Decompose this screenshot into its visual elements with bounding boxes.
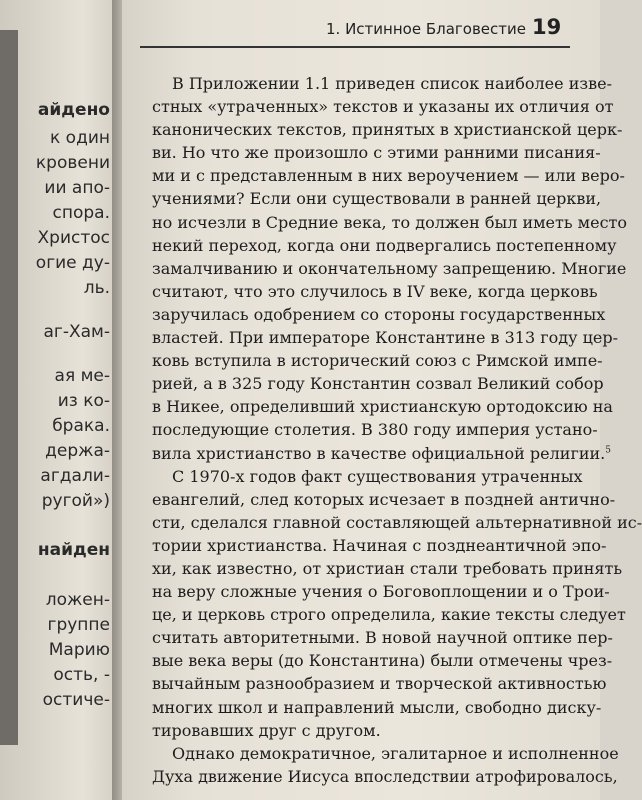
body-line: [152, 326, 618, 349]
body-line: [152, 257, 627, 280]
body-line-text: евангелий, след которых исчезает в поздней антично-: [152, 489, 616, 509]
left-page-line: аг-Хам-: [43, 322, 110, 342]
left-page-line: айдено: [37, 100, 110, 120]
left-page-line: кровени: [35, 153, 110, 173]
body-line-text: ми и с представленным в них вероучением — или веро-: [152, 166, 625, 186]
left-page-line: Марию: [48, 640, 110, 660]
body-line-text: некий переход, когда они подвергались постепенному: [152, 235, 617, 255]
body-line-text: вые века веры (до Константина) были отмечены чрез-: [152, 651, 613, 671]
body-line-text: це, и церковь строго определила, какие тексты следует: [152, 605, 626, 625]
left-page-line: ость, -: [53, 665, 110, 685]
left-page-line: ложен-: [45, 590, 110, 610]
body-line: [152, 719, 582, 742]
body-line: [152, 164, 625, 187]
footnote-marker: 5: [605, 445, 611, 456]
body-line: [152, 603, 626, 626]
left-page-line: спора.: [52, 203, 110, 223]
body-line-text: вила христианство в качестве официальной религии.: [152, 443, 606, 463]
body-line-text: тории христианства. Начиная с позднеантичной эпо-: [152, 535, 607, 555]
body-line: [152, 372, 604, 395]
body-line: [152, 280, 598, 303]
body-line-text: Духа движение Иисуса впоследствии атрофировалось,: [152, 766, 618, 786]
body-line: [152, 557, 623, 580]
body-line: [152, 141, 601, 164]
body-line: [152, 672, 607, 695]
left-page-line: группе: [47, 615, 110, 635]
body-line-text: рией, а в 325 году Константин созвал Великий собор: [152, 374, 604, 394]
body-line: [152, 303, 606, 326]
body-line: [152, 626, 613, 649]
body-line-text: замалчиванию и окончательному запрещению. Многие: [152, 258, 627, 278]
body-line-text: ковь вступила в исторический союз с Римской импе-: [152, 351, 603, 371]
body-line-text: в Никее, определивший христианскую ортодоксию на: [152, 397, 613, 417]
left-page-line: найден: [37, 540, 110, 560]
left-page-line: огие ду-: [35, 253, 110, 273]
body-line-text: Однако демократичное, эгалитарное и исполненное: [172, 743, 619, 763]
left-page-line: ая ме-: [54, 366, 110, 386]
body-line-text: учениями? Если они существовали в ранней церкви,: [152, 189, 602, 209]
body-line-text: считать авторитетными. В новой научной оптике пер-: [152, 628, 613, 648]
body-line: [152, 742, 619, 765]
body-line: [152, 765, 618, 788]
body-line: [152, 442, 611, 465]
left-page-line: к один: [50, 128, 110, 148]
body-line: [152, 211, 628, 234]
body-line-text: В Приложении 1.1 приведен список наиболее изве-: [172, 74, 612, 93]
left-page-line: агдали-: [40, 466, 110, 486]
body-line-text: но исчезли в Средние века, то должен был иметь место: [152, 212, 628, 232]
body-line: [152, 696, 602, 719]
body-line: [152, 580, 610, 603]
left-page-line: ругой»): [41, 491, 110, 511]
body-line-text: С 1970-х годов факт существования утраченных: [172, 466, 583, 486]
left-page-line: Христос: [37, 228, 110, 248]
body-line-text: сти, сделался главной составляющей альтернативной ис-: [152, 512, 642, 532]
body-line: [152, 488, 616, 511]
body-line-text: заручилась одобрением со стороны государственных: [152, 304, 606, 324]
body-line: [152, 118, 623, 141]
header-rule: [140, 46, 570, 48]
running-head: 1. Истинное Благовестие: [326, 20, 526, 38]
right-page: [122, 0, 642, 800]
body-line-text: стных «утраченных» текстов и указаны их отличия от: [152, 97, 614, 117]
body-line-text: многих школ и направлений мысли, свободно диску-: [152, 697, 602, 717]
left-page-line: ии апо-: [44, 178, 110, 198]
body-line: [152, 418, 598, 441]
left-page-line: ль.: [83, 278, 110, 298]
sidebar-gray-bar: [0, 30, 18, 745]
body-line: [152, 395, 613, 418]
left-page-line: из ко-: [57, 391, 110, 411]
body-line: [152, 95, 614, 118]
body-line-text: хи, как известно, от христиан стали требовать принять: [152, 558, 623, 578]
body-line-text: последующие столетия. В 380 году империя устано-: [152, 420, 598, 440]
body-line: [152, 72, 612, 95]
body-line-text: тировавших друг с другом.: [152, 720, 381, 740]
left-page-line: брака.: [52, 416, 110, 436]
body-line: [152, 349, 603, 372]
body-line: [152, 187, 602, 210]
body-line-text: на веру сложные учения о Боговоплощении и о Трои-: [152, 582, 610, 602]
page-number: 19: [532, 15, 562, 39]
body-text: [152, 72, 642, 788]
body-line: [152, 534, 607, 557]
body-line-text: властей. При императоре Константине в 313 году цер-: [152, 328, 618, 348]
body-line: [152, 234, 617, 257]
body-line: [152, 649, 613, 672]
left-page-line: остиче-: [42, 690, 110, 710]
left-page-line: держа-: [45, 441, 110, 461]
body-line-text: вычайным разнообразием и творческой активностью: [152, 674, 607, 694]
left-facing-page: [0, 0, 118, 800]
body-line: [152, 511, 642, 534]
body-line-text: канонических текстов, принятых в христианской церк-: [152, 120, 623, 140]
body-line-text: ви. Но что же произошло с этими ранними писания-: [152, 143, 601, 163]
body-line: [152, 465, 582, 488]
body-line-text: считают, что это случилось в IV веке, когда церковь: [152, 281, 598, 301]
